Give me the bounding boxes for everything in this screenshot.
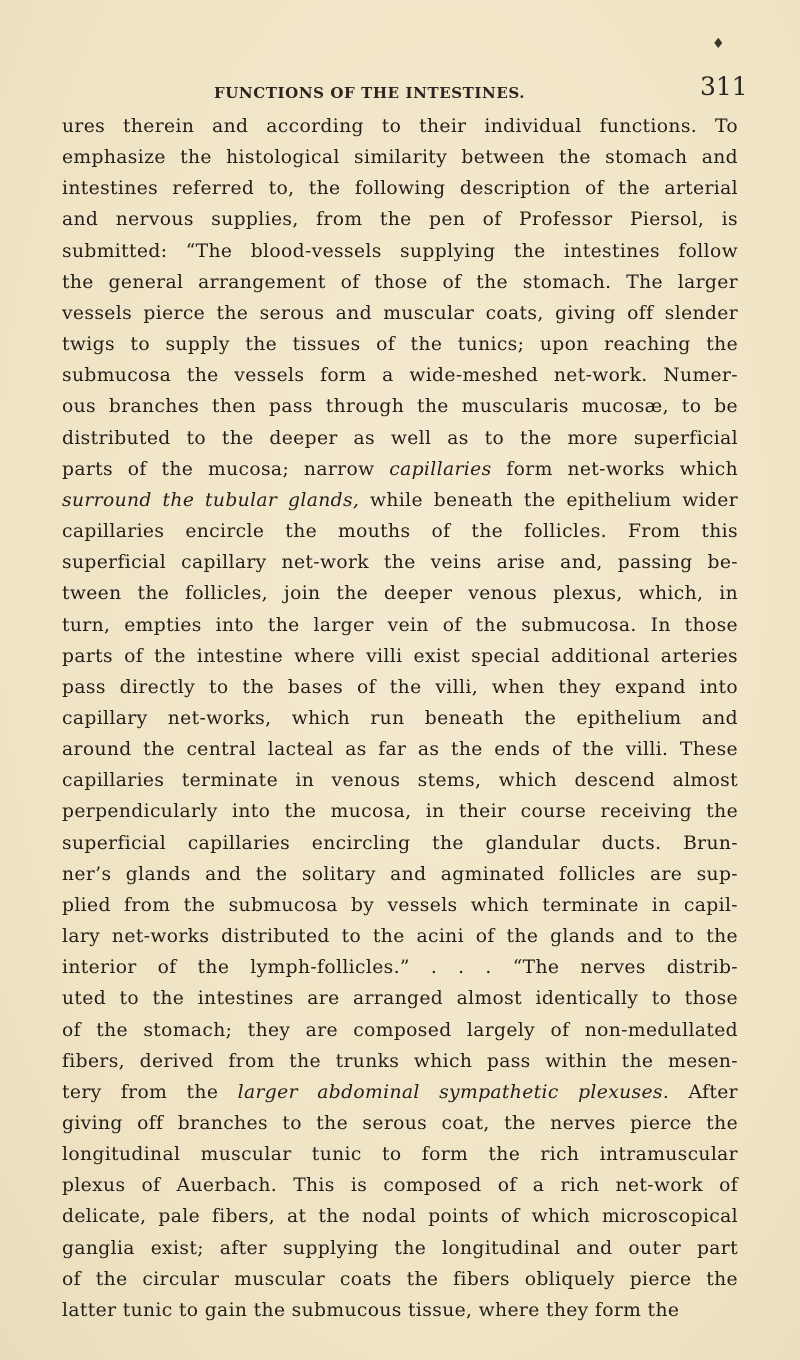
text-line: parts of the intestine where villi exist special additional arteries bbox=[62, 645, 738, 667]
text-line: longitudinal muscular tunic to form the rich intramuscular bbox=[62, 1144, 738, 1166]
text-line: the general arrangement of those of the stomach. The larger bbox=[62, 271, 738, 293]
text-line: perpendicularly into the mucosa, in their course receiving the bbox=[62, 801, 738, 823]
text-line: interior of the lymph-follicles.” . . . “The nerves distrib- bbox=[62, 957, 738, 979]
text-line: superficial capillary net-work the veins arise and, passing be- bbox=[62, 552, 738, 574]
page-number: 311 bbox=[700, 72, 748, 101]
text-line: tery from the larger abdominal sympathetic plexuses. After bbox=[62, 1081, 738, 1103]
text-line: ures therein and according to their individual functions. To bbox=[62, 116, 738, 137]
text-line: pass directly to the bases of the villi, when they expand into bbox=[62, 676, 738, 698]
text-line: plexus of Auerbach. This is composed of a rich net-work of bbox=[62, 1175, 738, 1197]
corner-mark: ♦ bbox=[712, 36, 725, 52]
text-line: twigs to supply the tissues of the tunics; upon reaching the bbox=[62, 334, 738, 356]
text-line: capillary net-works, which run beneath the epithelium and bbox=[62, 707, 738, 729]
text-line: distributed to the deeper as well as to the more superficial bbox=[62, 427, 738, 449]
text-line: parts of the mucosa; narrow capillaries form net-works which bbox=[62, 458, 738, 480]
running-title: FUNCTIONS OF THE INTESTINES. bbox=[214, 84, 526, 102]
text-line: submitted: “The blood-vessels supplying the intestines follow bbox=[62, 240, 738, 262]
text-line: vessels pierce the serous and muscular coats, giving off slender bbox=[62, 302, 738, 324]
text-line: ous branches then pass through the muscularis mucosæ, to be bbox=[62, 396, 738, 418]
text-line: delicate, pale fibers, at the nodal points of which microscopical bbox=[62, 1206, 738, 1228]
text-line: superficial capillaries encircling the glandular ducts. Brun- bbox=[62, 832, 738, 854]
text-line: turn, empties into the larger vein of the submucosa. In those bbox=[62, 614, 738, 636]
text-line: around the central lacteal as far as the ends of the villi. These bbox=[62, 739, 738, 761]
text-line: latter tunic to gain the submucous tissue, where they form the bbox=[62, 1299, 680, 1321]
text-line: tween the follicles, join the deeper venous plexus, which, in bbox=[62, 583, 738, 605]
italic-phrase: surround the tubular glands, bbox=[62, 489, 360, 511]
text-line: of the circular muscular coats the fibers obliquely pierce the bbox=[62, 1268, 738, 1290]
italic-phrase: capillaries bbox=[389, 458, 492, 480]
text-line: plied from the submucosa by vessels which terminate in capil- bbox=[62, 894, 738, 916]
text-line: emphasize the histological similarity between the stomach and bbox=[62, 147, 738, 169]
text-line: lary net-works distributed to the acini of the glands and to the bbox=[62, 926, 738, 948]
text-line: of the stomach; they are composed largely of non-medullated bbox=[62, 1019, 738, 1041]
text-line: surround the tubular glands, while beneath the epithelium wider bbox=[62, 489, 738, 511]
body-text bbox=[62, 111, 738, 1326]
text-line: fibers, derived from the trunks which pass within the mesen- bbox=[62, 1050, 738, 1072]
italic-phrase: larger abdominal sympathetic plexuses. bbox=[237, 1081, 670, 1103]
text-line: capillaries encircle the mouths of the follicles. From this bbox=[62, 521, 738, 543]
text-line: intestines referred to, the following description of the arterial bbox=[62, 178, 738, 200]
text-line: submucosa the vessels form a wide-meshed net-work. Numer- bbox=[62, 365, 738, 387]
text-line: giving off branches to the serous coat, the nerves pierce the bbox=[62, 1113, 738, 1134]
text-line: ganglia exist; after supplying the longitudinal and outer part bbox=[62, 1237, 738, 1259]
text-line: capillaries terminate in venous stems, which descend almost bbox=[62, 770, 738, 792]
text-line: uted to the intestines are arranged almost identically to those bbox=[62, 988, 738, 1010]
text-line: and nervous supplies, from the pen of Professor Piersol, is bbox=[62, 209, 738, 231]
text-line: ner’s glands and the solitary and agminated follicles are sup- bbox=[62, 863, 738, 885]
